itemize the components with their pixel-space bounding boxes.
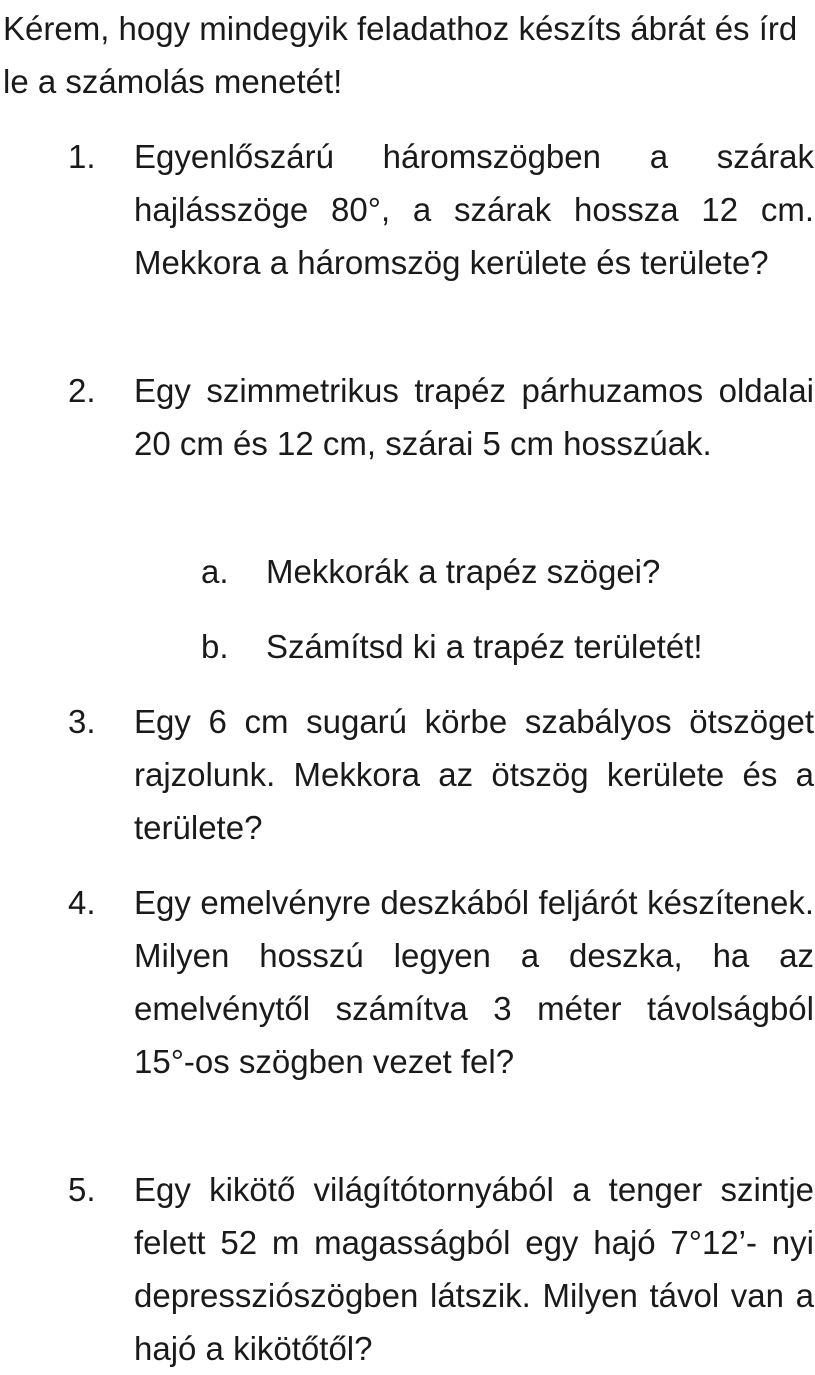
subtask-text: Számítsd ki a trapéz területét!: [266, 628, 703, 665]
task-text: Egy kikötő világítótornyából a tenger szintje felett 52 m magasságból egy hajó 7°12’- nyi depressziószögben látszik. Milyen távol van a hajó a kikötőtől?: [134, 1171, 814, 1367]
task-number: 5.: [68, 1171, 96, 1208]
subtask-letter: a.: [201, 553, 229, 590]
task-text: Egy szimmetrikus trapéz párhuzamos oldalai 20 cm és 12 cm, szárai 5 cm hosszúak.: [134, 372, 814, 462]
task-number: 3.: [68, 703, 96, 740]
subtask-text: Mekkorák a trapéz szögei?: [266, 553, 661, 590]
intro-text: Kérem, hogy mindegyik feladathoz készíts ábrát és írd le a számolás menetét!: [3, 10, 798, 100]
task-text: Egy emelvényre deszkából feljárót készítenek. Milyen hosszú legyen a deszka, ha az emelvénytől számítva 3 méter távolságból 15°-os szögben vezet fel?: [134, 884, 814, 1080]
task-text: Egy 6 cm sugarú körbe szabályos ötszöget rajzolunk. Mekkora az ötszög kerülete és a területe?: [134, 703, 814, 846]
task-number: 4.: [68, 884, 96, 921]
task-number: 1.: [68, 138, 96, 175]
task-text: Egyenlőszárú háromszögben a szárak hajlásszöge 80°, a szárak hossza 12 cm. Mekkora a háromszög kerülete és területe?: [134, 138, 814, 281]
subtask-letter: b.: [201, 628, 229, 665]
task-number: 2.: [68, 372, 96, 409]
